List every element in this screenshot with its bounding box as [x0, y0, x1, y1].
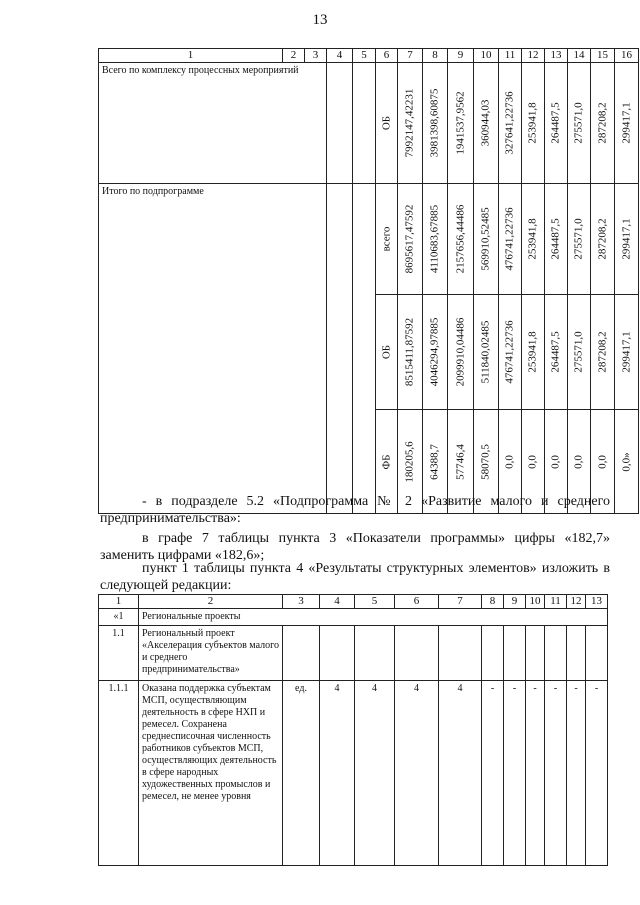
table-cell: -: [567, 681, 586, 866]
funding-source: ОБ: [380, 115, 392, 131]
column-header: 2: [283, 49, 305, 63]
column-header: 8: [423, 49, 448, 63]
column-header: 12: [567, 595, 586, 609]
table-cell: 569910,52485: [479, 207, 492, 271]
upper-table-header-row: [99, 49, 639, 63]
table-cell: 327641,22736: [503, 91, 516, 155]
table-cell: -: [526, 681, 545, 866]
table-cell: 180205,6: [403, 440, 416, 483]
table-cell: 0,0: [596, 454, 608, 469]
column-header: 6: [395, 595, 439, 609]
upper-table: [98, 48, 639, 514]
table-cell: 58070,5: [479, 443, 492, 480]
unit-cell: ед.: [283, 681, 320, 866]
table-cell: 7992147,42231: [403, 88, 416, 158]
column-header: 9: [504, 595, 526, 609]
table-cell: 0,0: [503, 454, 516, 469]
table-cell: 4: [395, 681, 439, 866]
paragraph-subsection: - в подразделе 5.2 «Подпрограмма № 2 «Развитие малого и среднего предпринимательства»:: [100, 494, 610, 526]
lower-table-header-row: [99, 595, 608, 609]
column-header: 3: [305, 49, 327, 63]
column-header: 8: [482, 595, 504, 609]
column-header: 5: [355, 595, 395, 609]
table-row: [99, 609, 608, 626]
row-title: Региональные проекты: [139, 609, 608, 626]
table-cell: 299417,1: [620, 331, 632, 373]
table-cell: 0,0»: [620, 451, 632, 472]
table-cell: 4110683,67885: [428, 204, 441, 274]
table-cell: 4046294,97885: [428, 317, 441, 387]
table-cell: -: [504, 681, 526, 866]
column-header: 9: [448, 49, 474, 63]
table-cell: 264487,5: [549, 218, 562, 260]
paragraph-replace-figure: в графе 7 таблицы пункта 3 «Показатели программы» цифры «182,7» заменить цифрами «182,6»;: [100, 531, 610, 563]
table-cell: 476741,22736: [503, 207, 516, 271]
table-cell: 287208,2: [596, 102, 608, 144]
page-number: 13: [312, 12, 328, 28]
table-cell: 275571,0: [572, 331, 585, 373]
table-cell: 0,0: [526, 454, 539, 469]
column-header: 4: [327, 49, 353, 63]
table-cell: 2157656,44486: [454, 204, 466, 274]
table-cell: 253941,8: [526, 331, 539, 373]
table-cell: 0,0: [572, 454, 585, 469]
column-header: 4: [320, 595, 355, 609]
lower-table: [98, 594, 608, 866]
table-cell: 476741,22736: [503, 320, 516, 384]
column-header: 16: [615, 49, 639, 63]
column-header: 13: [586, 595, 608, 609]
table-cell: 4: [439, 681, 482, 866]
table-cell: 511840,02485: [479, 320, 492, 384]
table-cell: 253941,8: [526, 102, 539, 144]
table-cell: 64388,7: [428, 443, 441, 480]
funding-source: ОБ: [380, 344, 392, 360]
table-cell: 253941,8: [526, 218, 539, 260]
table-cell: 287208,2: [596, 218, 608, 260]
funding-source: всего: [380, 226, 392, 252]
table-cell: 299417,1: [620, 102, 632, 144]
column-header: 2: [139, 595, 283, 609]
column-header: 12: [522, 49, 545, 63]
column-header: 7: [398, 49, 423, 63]
table-cell: 4: [320, 681, 355, 866]
table-cell: -: [482, 681, 504, 866]
table-cell: 287208,2: [596, 331, 608, 373]
column-header: 7: [439, 595, 482, 609]
row-title: Оказана поддержка субъектам МСП, осуществляющим деятельность в сфере НХП и ремесел. Сохранена среднесписочная численность работников субъектов МСП, осуществляющих деятельность в сфере народных художественных промыслов и ремесел, не менее уровня: [139, 681, 283, 866]
column-header: 11: [545, 595, 567, 609]
table-cell: 275571,0: [572, 102, 585, 144]
table-cell: 264487,5: [549, 102, 562, 144]
table-row: [99, 184, 639, 295]
table-cell: 3981398,60875: [428, 88, 441, 158]
column-header: 10: [526, 595, 545, 609]
table-row: [99, 681, 608, 866]
table-cell: 0,0: [549, 454, 562, 469]
column-header: 5: [353, 49, 376, 63]
column-header: 6: [376, 49, 398, 63]
table-cell: 4: [355, 681, 395, 866]
column-header: 15: [591, 49, 615, 63]
row-number: 1.1: [99, 626, 139, 681]
table-cell: -: [586, 681, 608, 866]
column-header: 3: [283, 595, 320, 609]
column-header: 1: [99, 49, 283, 63]
table-cell: 1941537,9562: [454, 91, 466, 155]
row-title: Региональный проект «Акселерация субъектов малого и среднего предпринимательства»: [139, 626, 283, 681]
column-header: 1: [99, 595, 139, 609]
paragraph-new-edition: пункт 1 таблицы пункта 4 «Результаты структурных элементов» изложить в следующей редакции:: [100, 561, 610, 593]
row-number: 1.1.1: [99, 681, 139, 866]
table-row: [99, 63, 639, 184]
table-cell: 360944,03: [479, 99, 492, 147]
row-label: Всего по комплексу процессных мероприятий: [99, 63, 327, 184]
table-row: [99, 626, 608, 681]
table-cell: 2099910,04486: [454, 317, 466, 387]
column-header: 11: [499, 49, 522, 63]
table-cell: 8695617,47592: [403, 204, 416, 274]
column-header: 13: [545, 49, 568, 63]
funding-source: ФБ: [380, 453, 392, 470]
table-cell: 8515411,87592: [403, 317, 416, 387]
column-header: 10: [474, 49, 499, 63]
table-cell: 299417,1: [620, 218, 632, 260]
column-header: 14: [568, 49, 591, 63]
table-cell: -: [545, 681, 567, 866]
table-cell: 264487,5: [549, 331, 562, 373]
row-number: «1: [99, 609, 139, 626]
table-cell: 57746,4: [454, 443, 466, 480]
row-label: Итого по подпрограмме: [99, 184, 327, 514]
table-cell: 275571,0: [572, 218, 585, 260]
